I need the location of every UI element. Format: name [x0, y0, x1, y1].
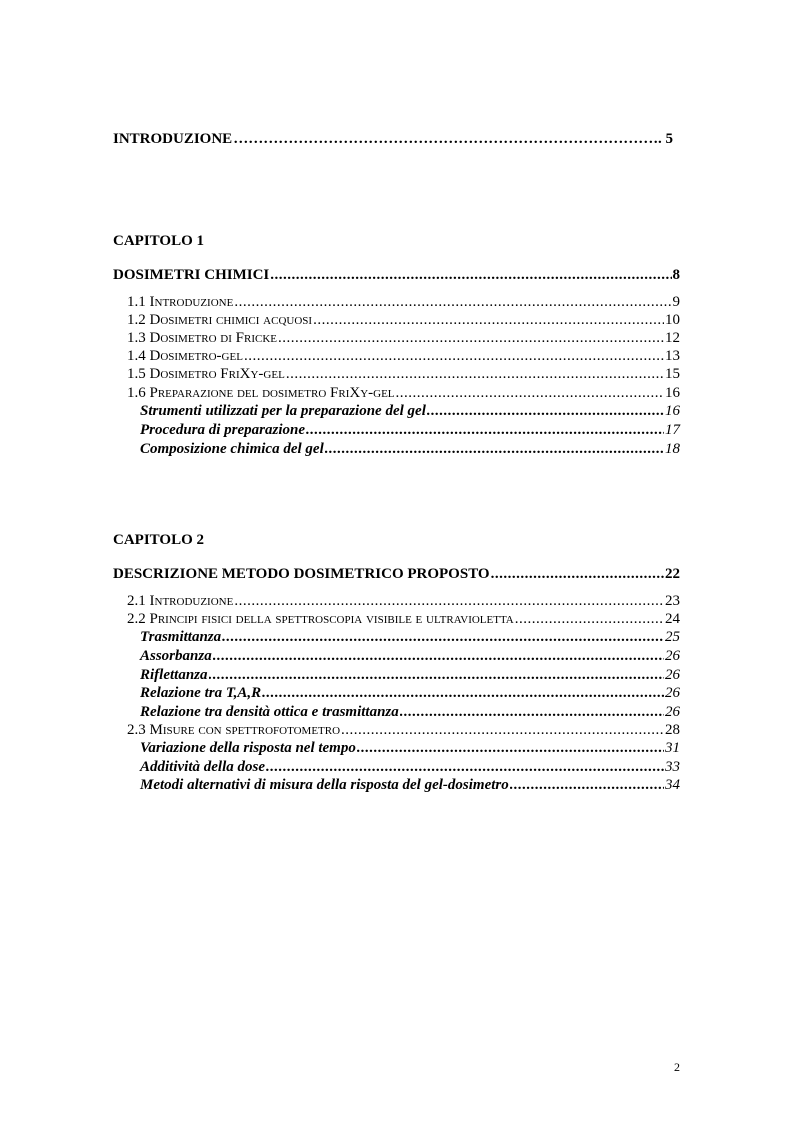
dot-leader	[222, 629, 664, 646]
section-number: 1.6	[127, 385, 146, 401]
subsection-title: Riflettanza	[140, 667, 208, 683]
toc-entry-section[interactable]	[127, 312, 680, 329]
toc-entry-page: 28	[665, 722, 680, 738]
section-title: Dosimetri chimici acquosi	[149, 312, 313, 328]
subsection-title: Metodi alternativi di misura della risposta del gel-dosimetro	[140, 777, 509, 793]
toc-entry-page: 10	[665, 312, 680, 328]
toc-entry-section[interactable]	[127, 366, 680, 383]
section-number: 1.5	[127, 366, 146, 382]
toc-entry-section[interactable]	[127, 722, 680, 739]
toc-entry-title: INTRODUZIONE	[113, 131, 233, 147]
dot-leader	[515, 611, 664, 628]
toc-entry-page: 13	[665, 348, 680, 364]
section-title: Misure con spettrofotometro	[149, 722, 341, 738]
toc-entry-page: 15	[665, 366, 680, 382]
section-number: 1.4	[127, 348, 146, 364]
section-title: Preparazione del dosimetro FriXy-gel	[149, 385, 395, 401]
subsection-title: Strumenti utilizzati per la preparazione del gel	[140, 403, 426, 419]
toc-entry-title: DESCRIZIONE METODO DOSIMETRICO PROPOSTO	[113, 566, 490, 582]
dot-leader	[262, 685, 664, 702]
section-title: Introduzione	[149, 294, 234, 310]
dot-leader	[278, 330, 664, 347]
toc-entry-subsection[interactable]	[140, 403, 680, 420]
toc-entry-page: 16	[665, 403, 680, 419]
dot-leader	[510, 777, 664, 794]
toc-entry-subsection[interactable]	[140, 685, 680, 702]
toc-entry-page: 8	[672, 267, 680, 283]
toc-entry-page: . 5	[658, 131, 673, 147]
toc-entry-page: 24	[665, 611, 680, 627]
dot-leader	[400, 704, 664, 721]
dot-leader	[396, 385, 664, 402]
toc-entry-title: DOSIMETRI CHIMICI	[113, 267, 270, 283]
toc-entry-page: 26	[665, 667, 680, 683]
dot-leader	[270, 267, 671, 284]
toc-entry-subsection[interactable]	[140, 777, 680, 794]
toc-entry-page: 22	[665, 566, 680, 582]
section-number: 2.3	[127, 722, 146, 738]
subsection-title: Relazione tra T,A,R	[140, 685, 262, 701]
toc-entry-section[interactable]	[127, 330, 680, 347]
toc-entry-subsection[interactable]	[140, 759, 680, 776]
toc-entry-page: 31	[665, 740, 680, 756]
toc-entry-section[interactable]	[127, 385, 680, 402]
dot-leader	[357, 740, 664, 757]
toc-entry-page: 23	[665, 593, 680, 609]
section-number: 2.2	[127, 611, 146, 627]
toc-entry-page: 16	[665, 385, 680, 401]
dot-leader	[213, 648, 664, 665]
dot-leader	[234, 593, 664, 610]
toc-entry-page: 25	[665, 629, 680, 645]
subsection-title: Variazione della risposta nel tempo	[140, 740, 356, 756]
toc-entry-chapter-2[interactable]	[113, 566, 680, 583]
toc-entry-subsection[interactable]	[140, 667, 680, 684]
dot-leader	[234, 294, 671, 311]
chapter-1-label: CAPITOLO 1	[113, 233, 204, 249]
toc-entry-page: 26	[665, 685, 680, 701]
toc-entry-section[interactable]	[127, 611, 680, 628]
dot-leader	[491, 566, 664, 583]
dot-leader	[341, 722, 664, 739]
toc-entry-page: 26	[665, 704, 680, 720]
subsection-title: Procedura di preparazione	[140, 422, 305, 438]
dot-leader	[209, 667, 664, 684]
subsection-title: Assorbanza	[140, 648, 212, 664]
dot-leader	[233, 131, 657, 148]
dot-leader	[286, 366, 664, 383]
section-title: Introduzione	[149, 593, 234, 609]
page-number: 2	[674, 1060, 680, 1074]
dot-leader	[325, 441, 664, 458]
subsection-title: Relazione tra densità ottica e trasmittanza	[140, 704, 399, 720]
toc-entry-section[interactable]	[127, 348, 680, 365]
chapter-2-label: CAPITOLO 2	[113, 532, 204, 548]
dot-leader	[266, 759, 664, 776]
section-number: 2.1	[127, 593, 146, 609]
dot-leader	[306, 422, 664, 439]
toc-entry-section[interactable]	[127, 294, 680, 311]
section-title: Dosimetro-gel	[149, 348, 243, 364]
toc-entry-page: 18	[665, 441, 680, 457]
toc-entry-subsection[interactable]	[140, 740, 680, 757]
toc-entry-introduzione[interactable]	[113, 131, 673, 148]
section-number: 1.1	[127, 294, 146, 310]
toc-entry-section[interactable]	[127, 593, 680, 610]
toc-entry-page: 12	[665, 330, 680, 346]
dot-leader	[313, 312, 664, 329]
toc-entry-page: 17	[665, 422, 680, 438]
subsection-title: Composizione chimica del gel	[140, 441, 324, 457]
toc-entry-page: 9	[672, 294, 680, 310]
subsection-title: Additività della dose	[140, 759, 265, 775]
toc-entry-page: 33	[665, 759, 680, 775]
subsection-title: Trasmittanza	[140, 629, 222, 645]
section-title: Dosimetro di Fricke	[149, 330, 278, 346]
section-title: Principi fisici della spettroscopia visibile e ultravioletta	[149, 611, 514, 627]
toc-entry-subsection[interactable]	[140, 422, 680, 439]
dot-leader	[244, 348, 664, 365]
toc-entry-chapter-1[interactable]	[113, 267, 680, 284]
toc-entry-page: 26	[665, 648, 680, 664]
toc-entry-page: 34	[665, 777, 680, 793]
section-number: 1.3	[127, 330, 146, 346]
toc-entry-subsection[interactable]	[140, 704, 680, 721]
section-number: 1.2	[127, 312, 146, 328]
dot-leader	[427, 403, 664, 420]
toc-entry-subsection[interactable]	[140, 629, 680, 646]
section-title: Dosimetro FriXy-gel	[149, 366, 285, 382]
toc-entry-subsection[interactable]	[140, 648, 680, 665]
toc-entry-subsection[interactable]	[140, 441, 680, 458]
